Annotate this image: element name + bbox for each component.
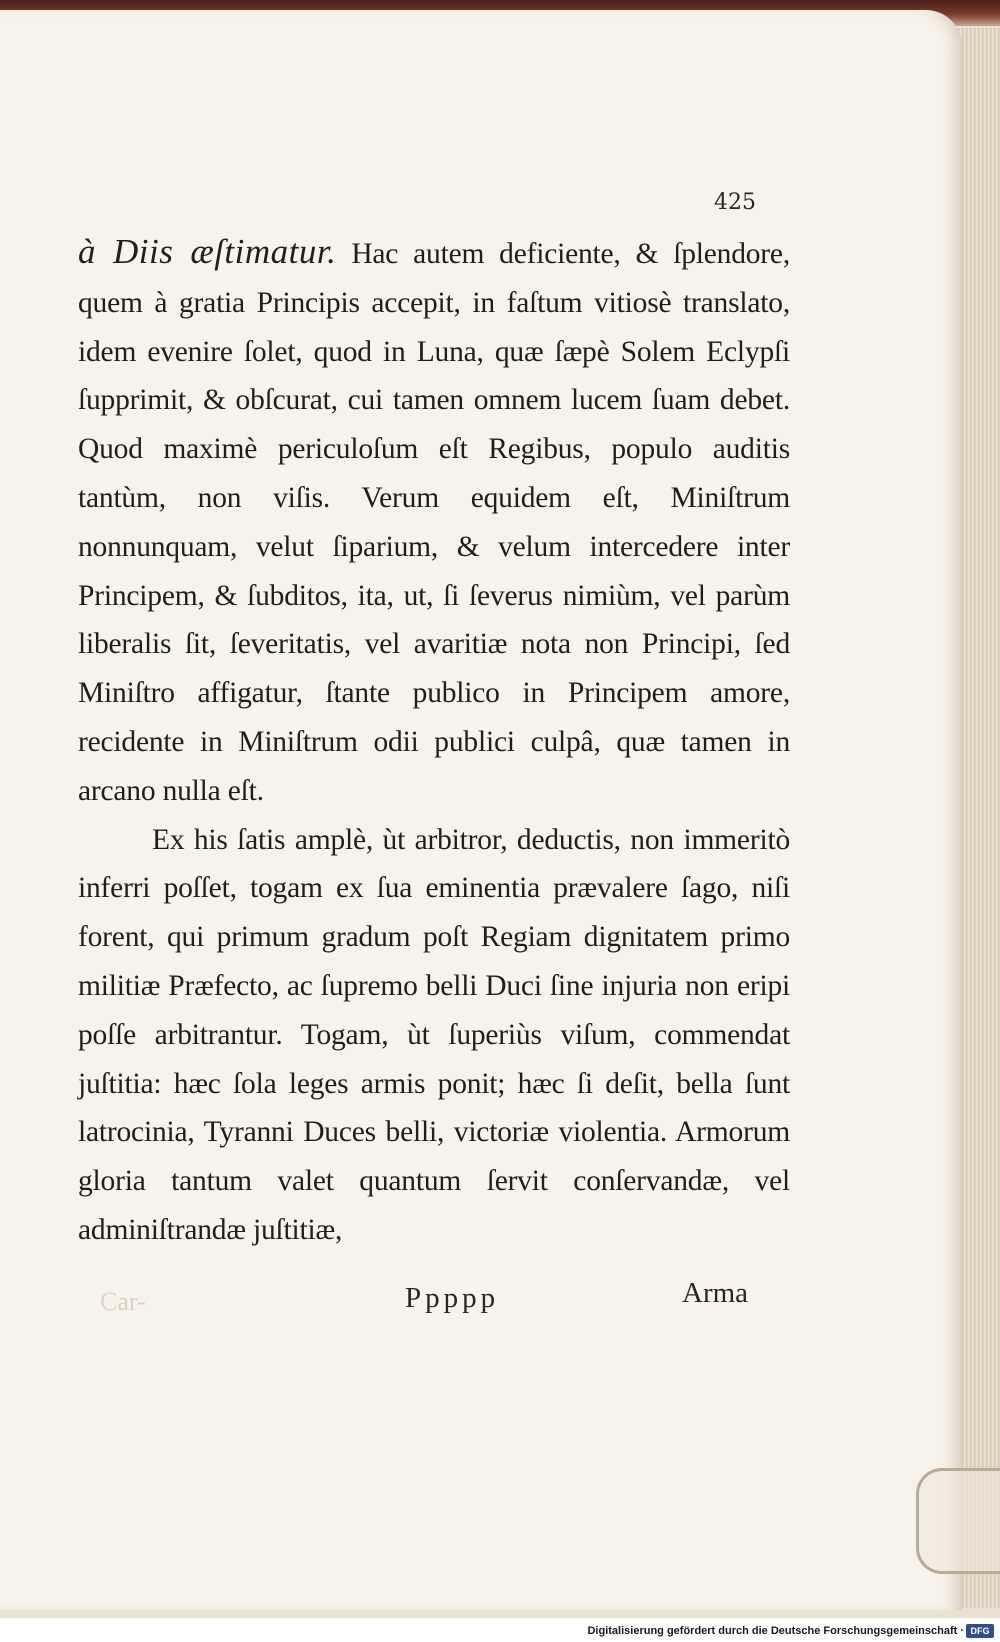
paragraph-1-text: Hac autem deficiente, & ſplendore, quem à gratia Principis accepit, in faſtum vitiosè translato, idem evenire ſolet, quod in Luna, quæ ſæpè Solem Eclypſi ſupprimit, & obſcurat, cui tamen omnem lucem ſuam debet. Quod maximè periculoſum eſt Regibus, populo auditis tantùm, non viſis. Verum equidem eſt, Miniſtrum nonnunquam, velut ſiparium, & velum intercedere inter Principem, & ſubditos, ita, ut, ſi ſeverus nimiùm, vel parùm liberalis ſit, ſeveritatis, vel avaritiæ nota non Principi, ſed Miniſtro affigatur, ſtante publico in Principem amore, recidente in Miniſtrum odii publici culpâ, quæ tamen in arcano nulla eſt. <box>78 238 790 807</box>
signature-mark: Ppppp <box>405 1282 500 1314</box>
paragraph-2 <box>78 816 790 1255</box>
catchword: Arma <box>682 1277 749 1309</box>
footer-credit: Digitalisierung gefördert durch die Deutsche Forschungsgemeinschaft · <box>587 1625 964 1637</box>
italic-lead: à Diis æſtimatur. <box>78 232 337 271</box>
paragraph-2-text: Ex his ſatis amplè, ùt arbitror, deductis, non immeritò inferri poſſet, togam ex ſua eminentia prævalere ſago, niſi forent, qui primum gradum poſt Regiam dignitatem primo militiæ Præfecto, ac ſupremo belli Duci ſine injuria non eripi poſſe arbitrantur. Togam, ùt ſuperiùs viſum, commendat juſtitia: hæc ſola leges armis ponit; hæc ſi deſit, bella ſunt latrocinia, Tyranni Duces belli, victoriæ violentia. Armorum gloria tantum valet quantum ſervit conſervandæ, vel adminiſtrandæ juſtitiæ, <box>78 823 790 1246</box>
page-clip <box>916 1468 1000 1574</box>
body-text <box>78 228 790 1255</box>
paragraph-1 <box>78 228 790 816</box>
page-number: 425 <box>714 190 756 215</box>
dfg-logo-icon: DFG <box>966 1624 994 1638</box>
bleed-through-catchword: Car- <box>100 1287 146 1316</box>
